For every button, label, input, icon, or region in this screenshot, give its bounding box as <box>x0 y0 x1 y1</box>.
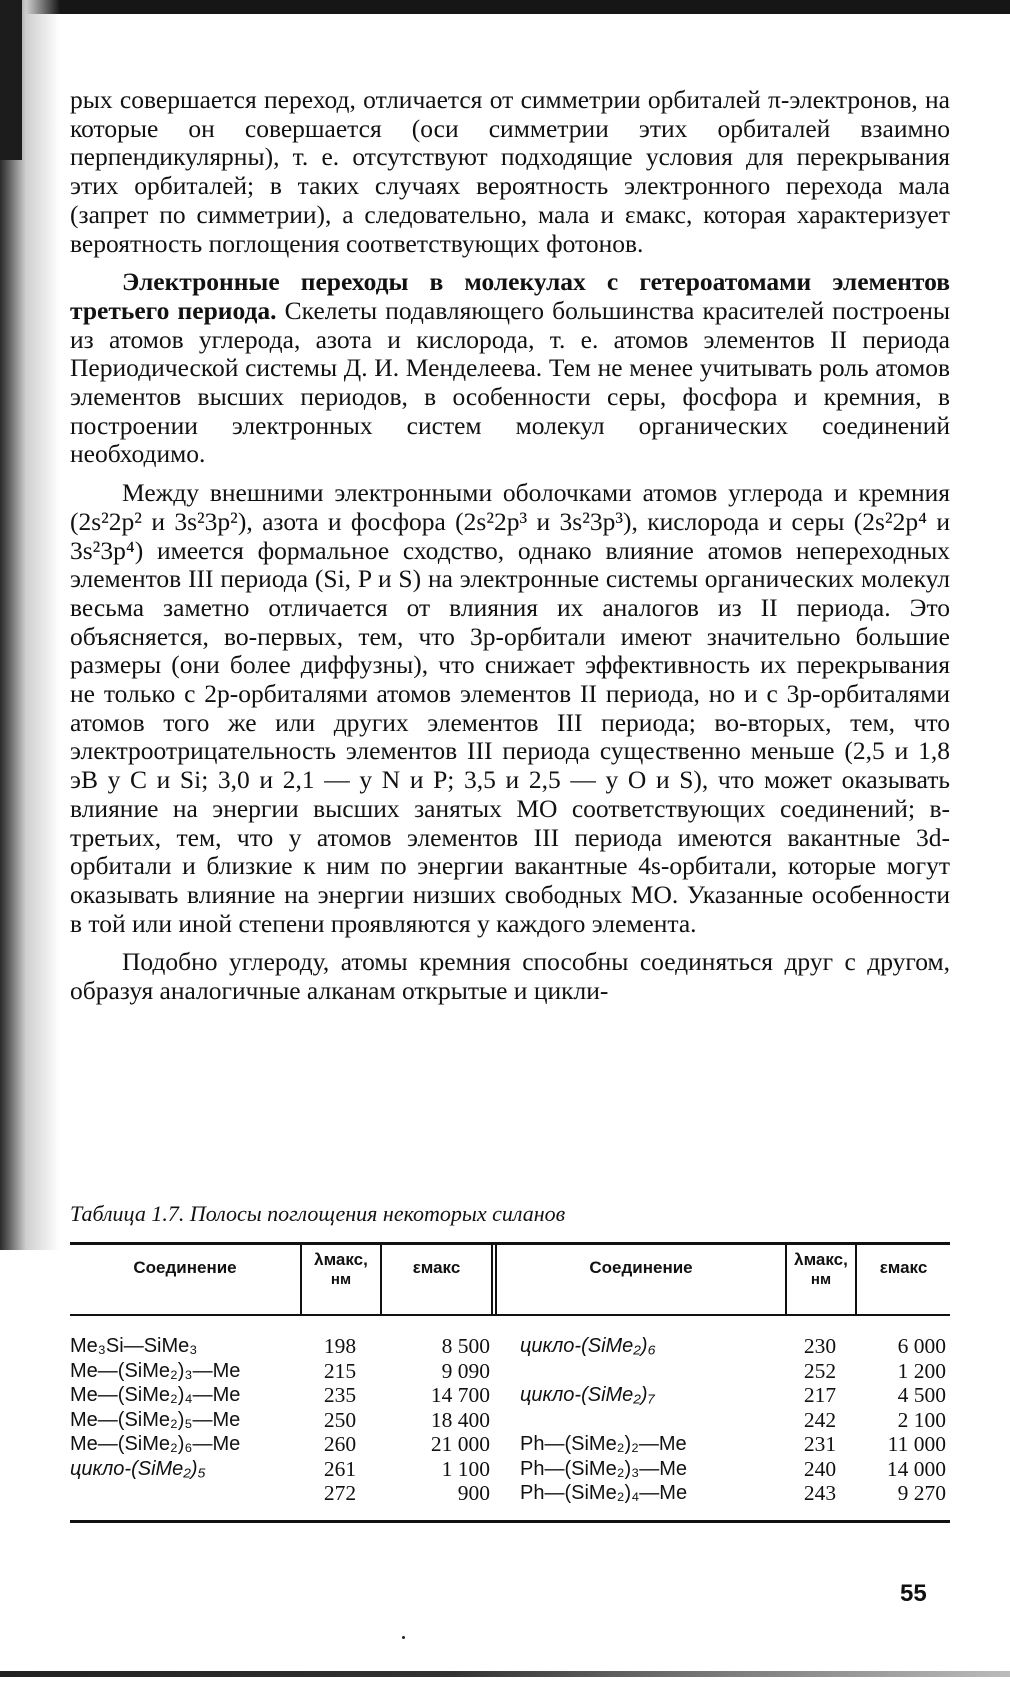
table-cell: Ph—(SiMe₂)₂—Me <box>520 1433 687 1455</box>
table-cell <box>520 1408 790 1433</box>
header-lambda-right <box>787 1250 855 1290</box>
header-eps-right: εмакс <box>879 1258 928 1277</box>
table-cell: 198 <box>323 1334 357 1358</box>
paragraph-1: рых совершается переход, отличается от симметрии орбиталей π-электронов, на которые он совершается (оси симметрии этих орбиталей взаимно перпендикулярны), т. е. отсутствуют подходящие условия для перекрывания этих орбиталей; в таких случаях вероятность электронного перехода мала (запрет по симметрии), а следовательно, мала и εмакс, которая характеризует вероятность поглощения соответствующих фотонов. <box>70 85 950 258</box>
header-lambda-label: λмакс, <box>794 1250 848 1269</box>
table-cell: Ph—(SiMe₂)₃—Me <box>520 1457 688 1480</box>
scan-bottom-border <box>0 1671 1010 1677</box>
table-cell: 250 <box>323 1407 357 1432</box>
scan-left-edge-dark <box>0 0 22 160</box>
table-cell: Me—(SiMe₂)₅—Me <box>70 1408 241 1431</box>
table-cell: 260 <box>323 1432 357 1456</box>
table-cell: 6 000 <box>897 1334 946 1358</box>
table-cell: цикло-(SiMe₂)₆ <box>520 1335 656 1357</box>
table-cell: 21 000 <box>430 1432 490 1456</box>
header-compound-left: Соединение <box>133 1258 237 1277</box>
scan-speck <box>402 1636 405 1639</box>
table-cell: 217 <box>803 1383 837 1407</box>
table-cell: Me—(SiMe₂)₄—Me <box>70 1384 241 1406</box>
column-lambda-right <box>780 1334 860 1506</box>
table-cell: 252 <box>803 1358 837 1383</box>
table-caption: Таблица 1.7. Полосы поглощения некоторых силанов <box>70 1201 566 1226</box>
header-eps-left: εмакс <box>412 1258 461 1277</box>
table-cell: Me—(SiMe₂)₆—Me <box>70 1433 241 1455</box>
table-cell: 9 270 <box>897 1481 946 1505</box>
table-cell: 11 000 <box>887 1432 946 1456</box>
table-cell: 4 500 <box>897 1383 946 1407</box>
table-cell: 240 <box>803 1456 837 1481</box>
table-cell: 9 090 <box>441 1358 490 1383</box>
table-cell: цикло-(SiMe₂)₇ <box>520 1384 655 1406</box>
paragraph-4: Подобно углероду, атомы кремния способны соединяться друг с другом, образуя аналогичные алканам открытые и цикли- <box>70 947 950 1006</box>
table-cell: 2 100 <box>897 1407 946 1432</box>
column-eps-right <box>860 1334 946 1506</box>
table-cell <box>520 1359 790 1384</box>
header-compound-right: Соединение <box>589 1258 693 1277</box>
table-cell: 14 700 <box>430 1383 490 1407</box>
table-header-rule <box>70 1314 950 1316</box>
table-cell: 900 <box>457 1481 490 1505</box>
table-column-divider <box>855 1244 857 1314</box>
column-eps-left <box>390 1334 490 1506</box>
body-text <box>70 86 950 1006</box>
section-lead-in: Электронные переходы в молекулах с гетероатомами элементов третьего периода. <box>70 267 950 325</box>
table-cell: 18 400 <box>430 1407 490 1432</box>
column-lambda-left <box>300 1334 380 1506</box>
table-cell: 230 <box>803 1334 837 1358</box>
scan-left-shadow <box>0 0 60 1250</box>
table-cell: цикло-(SiMe₂)₅ <box>70 1457 206 1480</box>
page-number: 55 <box>900 1580 927 1607</box>
paragraph-3: Между внешними электронными оболочками атомов углерода и кремния (2s²2p² и 3s²3p²), азота и фосфора (2s²2p³ и 3s²3p³), кислорода и серы (2s²2p⁴ и 3s²3p⁴) имеется формальное сходство, однако влияние атомов непереходных элементов III периода (Si, P и S) на электронные системы органических молекул весьма заметно отличается от влияния их аналогов из II периода. Это объясняется, во-первых, тем, что 3p-орбитали имеют значительно большие размеры (они более диффузны), что снижает эффективность их перекрывания не только с 2p-орбиталями атомов элементов II периода, но и с 3p-орбиталями атомов того же или других элементов III периода; во-вторых, тем, что электроотрицательность элементов III периода существенно меньше (2,5 и 1,8 эВ у C и Si; 3,0 и 2,1 — у N и P; 3,5 и 2,5 — у O и S), что может оказывать влияние на энергии высших занятых МО соответствующих соединений; в-третьих, тем, что у атомов элементов III периода имеются вакантные 3d-орбитали и близкие к ним по энергии вакантные 4s-орбитали, которые могут оказывать влияние на энергии низших свободных МО. Указанные особенности в той или иной степени проявляются у каждого элемента. <box>70 478 950 938</box>
table-bottom-rule <box>70 1520 950 1523</box>
table-cell: 242 <box>803 1407 837 1432</box>
scan-top-border <box>0 0 1010 14</box>
table-half-divider <box>491 1244 497 1314</box>
column-compound-right <box>520 1334 790 1506</box>
header-lambda-unit: нм <box>810 1271 832 1288</box>
table-cell: 14 000 <box>886 1456 946 1481</box>
header-lambda-label: λмакс, <box>314 1250 368 1269</box>
table-cell: 235 <box>323 1383 357 1407</box>
table-column-divider <box>380 1244 382 1314</box>
header-lambda-unit: нм <box>330 1271 352 1288</box>
table-cell: 231 <box>803 1432 837 1456</box>
table-cell: 215 <box>323 1358 357 1383</box>
table-cell <box>70 1481 290 1506</box>
table-cell: 8 500 <box>441 1334 490 1358</box>
table-cell: 1 100 <box>441 1456 490 1481</box>
table-cell: Ph—(SiMe₂)₄—Me <box>520 1482 688 1504</box>
paragraph-2-text: Скелеты подавляющего большинства красителей построены из атомов углерода, азота и кислорода, т. е. атомов элементов II периода Периодической системы Д. И. Менделеева. Тем не менее учитывать роль атомов элементов высших периодов, в особенности серы, фосфора и кремния, в построении электронных систем молекул органических соединений необходимо. <box>70 295 950 469</box>
table-cell: Me₃Si—SiMe₃ <box>70 1335 198 1357</box>
column-compound-left <box>70 1334 290 1506</box>
table-cell: 243 <box>803 1481 837 1505</box>
header-lambda-left <box>302 1250 380 1290</box>
table-cell: 261 <box>323 1456 357 1481</box>
table-cell: 1 200 <box>897 1358 946 1383</box>
table-cell: 272 <box>323 1481 357 1505</box>
table-top-rule <box>70 1242 950 1245</box>
paragraph-2 <box>70 268 950 469</box>
table-cell: Me—(SiMe₂)₃—Me <box>70 1359 241 1382</box>
